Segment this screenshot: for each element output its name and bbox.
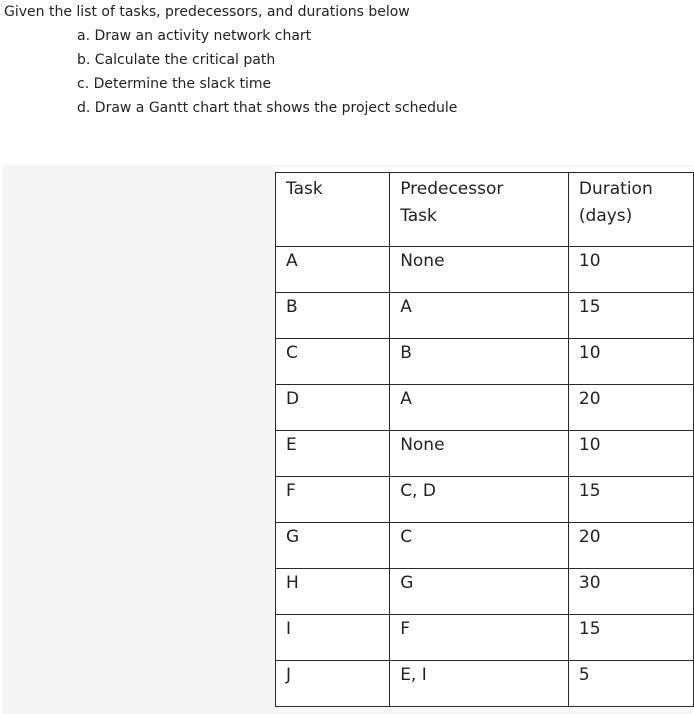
cell-task: I — [276, 615, 390, 661]
cell-task: D — [276, 385, 390, 431]
cell-task: J — [276, 661, 390, 707]
cell-duration: 15 — [568, 293, 693, 339]
cell-duration: 20 — [568, 385, 693, 431]
cell-duration: 5 — [568, 661, 693, 707]
table-row — [276, 615, 694, 661]
table-row — [276, 385, 694, 431]
cell-task: F — [276, 477, 390, 523]
cell-predecessor: None — [390, 247, 569, 293]
cell-predecessor: F — [390, 615, 569, 661]
cell-task: B — [276, 293, 390, 339]
header-predecessor-line1: Predecessor — [400, 179, 504, 199]
header-task — [276, 173, 390, 247]
cell-task: C — [276, 339, 390, 385]
subquestion-item: b. Calculate the critical path — [77, 52, 276, 68]
question-text — [4, 0, 457, 120]
cell-predecessor: C — [390, 523, 569, 569]
table-row — [276, 477, 694, 523]
header-predecessor-line2: Task — [400, 206, 437, 226]
cell-task: E — [276, 431, 390, 477]
table-row — [276, 523, 694, 569]
cell-predecessor: A — [390, 293, 569, 339]
header-duration-line1: Duration — [578, 179, 653, 199]
cell-task: G — [276, 523, 390, 569]
cell-task: A — [276, 247, 390, 293]
table-row — [276, 431, 694, 477]
subquestion-item: c. Determine the slack time — [77, 76, 272, 92]
table-row — [276, 569, 694, 615]
header-task-label: Task — [286, 179, 323, 199]
cell-task: H — [276, 569, 390, 615]
cell-predecessor: C, D — [390, 477, 569, 523]
cell-duration: 10 — [568, 431, 693, 477]
cell-duration: 10 — [568, 339, 693, 385]
table-row — [276, 339, 694, 385]
table-header-row — [276, 173, 694, 247]
cell-predecessor: None — [390, 431, 569, 477]
question-prompt: Given the list of tasks, predecessors, and durations below — [4, 4, 410, 20]
table-row — [276, 293, 694, 339]
table-row — [276, 661, 694, 707]
cell-duration: 10 — [568, 247, 693, 293]
task-table-container — [275, 167, 694, 707]
header-duration — [568, 173, 693, 247]
header-predecessor — [390, 173, 569, 247]
cell-duration: 15 — [568, 615, 693, 661]
subquestion-item: a. Draw an activity network chart — [77, 28, 312, 44]
cell-predecessor: B — [390, 339, 569, 385]
cell-predecessor: G — [390, 569, 569, 615]
cell-predecessor: E, I — [390, 661, 569, 707]
subquestion-list — [4, 24, 457, 120]
table-row — [276, 247, 694, 293]
task-table — [275, 172, 694, 707]
cell-duration: 20 — [568, 523, 693, 569]
header-duration-line2: (days) — [578, 206, 633, 226]
cell-duration: 15 — [568, 477, 693, 523]
cell-duration: 30 — [568, 569, 693, 615]
cell-predecessor: A — [390, 385, 569, 431]
subquestion-item: d. Draw a Gantt chart that shows the project schedule — [77, 100, 458, 116]
